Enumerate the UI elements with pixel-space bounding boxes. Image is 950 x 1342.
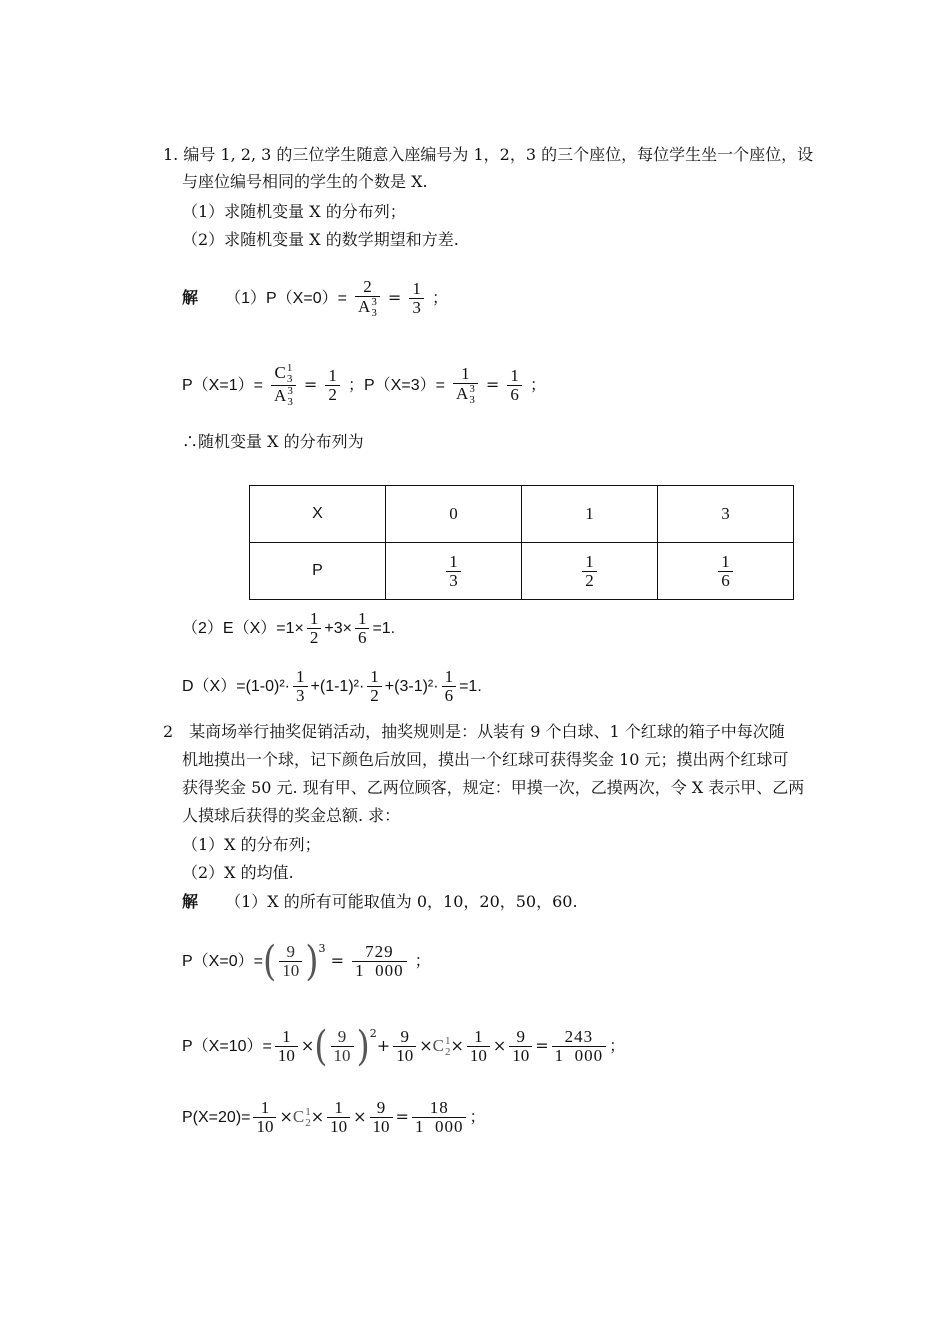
q1-p3-result: $\frac{1}{6}$ — [507, 367, 522, 404]
q1-p3-fraction: 1 A 3 3 — [453, 365, 478, 406]
q2-px20-line: P(X=20)= $\frac{1}{10}$ ×C 1 2 × $\frac{1}{10}$ × $\frac{9}{10}$ = $\frac{18}{1 000}$ ； — [182, 1098, 486, 1136]
q1-p0-line: 解 （1）P（X=0）= 2 A 3 3 = $\frac{1}{3}$ ； — [182, 277, 449, 319]
table-cell: 1 — [522, 486, 658, 543]
q1-solution-label: 解 — [182, 288, 199, 307]
q2-subquestion-2: （2）X 的均值. — [182, 863, 294, 882]
table-cell: $\frac{1}{6}$ — [658, 543, 794, 600]
q1-expectation-line: （2）E（X）=1× $\frac{1}{2}$ +3× $\frac{1}{6}$ =1. — [182, 609, 396, 648]
table-cell: 0 — [386, 486, 522, 543]
q1-distribution-intro: ∴随机变量 X 的分布列为 — [182, 432, 364, 451]
q1-p1-prefix: P（X=1）= — [182, 377, 263, 394]
q1-subquestion-1: （1）求随机变量 X 的分布列； — [182, 202, 406, 221]
table-cell: X — [250, 486, 386, 543]
q2-px0-line: P（X=0）=( $\frac{9}{10}$ )$^3$ = $\frac{729}{1 000}$ ； — [182, 937, 431, 986]
table-cell: P — [250, 543, 386, 600]
table-row — [250, 543, 794, 600]
table-cell: 3 — [658, 486, 794, 543]
q1-p1-fraction: C 1 3 A 3 3 — [271, 363, 296, 408]
q2-solution-label: 解 — [182, 892, 199, 911]
table-row — [250, 486, 794, 543]
q2-statement-line1: 2 某商场举行抽奖促销活动，抽奖规则是：从装有 9 个白球、1 个红球的箱子中每次随 — [163, 722, 785, 741]
q1-variance-line: D（X）=(1-0)²· $\frac{1}{3}$ +(1-1)²· $\frac{1}{2}$ +(3-1)²· $\frac{1}{6}$ =1. — [182, 667, 482, 706]
q1-p0-fraction: 2 A 3 3 — [355, 278, 380, 319]
q1-distribution-table — [249, 485, 794, 600]
q2-statement-line4: 人摸球后获得的奖金总额. 求： — [182, 806, 401, 825]
q2-statement-line3: 获得奖金 50 元. 现有甲、乙两位顾客，规定：甲摸一次，乙摸两次，令 X 表示甲、乙两 — [182, 778, 805, 797]
q1-statement-line2: 与座位编号相同的学生的个数是 X. — [182, 172, 428, 191]
table-cell: $\frac{1}{3}$ — [386, 543, 522, 600]
q1-p0-result: $\frac{1}{3}$ — [409, 280, 424, 317]
q1-subquestion-2: （2）求随机变量 X 的数学期望和方差. — [182, 230, 459, 249]
q2-px10-line: P（X=10）= $\frac{1}{10}$ ×( $\frac{9}{10}$ )$^2$+ $\frac{9}{10}$ ×C 1 2 × $\frac{1}{10}$ × $\frac{9}{10}$ = $\frac{243}{1 000}$ ； — [182, 1022, 626, 1071]
q2-solution-intro: 解 （1）X 的所有可能取值为 0，10，20，50，60. — [182, 892, 578, 911]
q1-statement-line1: 1. 编号 1, 2, 3 的三位学生随意入座编号为 1，2，3 的三个座位，每位学生坐一个座位，设 — [163, 145, 814, 164]
q2-subquestion-1: （1）X 的分布列； — [182, 835, 321, 854]
q1-p1-p3-line: P（X=1）= C 1 3 A 3 3 = $\frac{1}{2}$ ；P（X=3）= 1 A 3 3 = $\frac{1}{6}$ ； — [182, 362, 547, 408]
q1-p0-prefix: （1）P（X=0）= — [225, 290, 347, 307]
q1-p1-result: $\frac{1}{2}$ — [325, 367, 340, 404]
q2-statement-line2: 机地摸出一个球，记下颜色后放回，摸出一个红球可获得奖金 10 元；摸出两个红球可 — [182, 750, 789, 769]
table-cell: $\frac{1}{2}$ — [522, 543, 658, 600]
